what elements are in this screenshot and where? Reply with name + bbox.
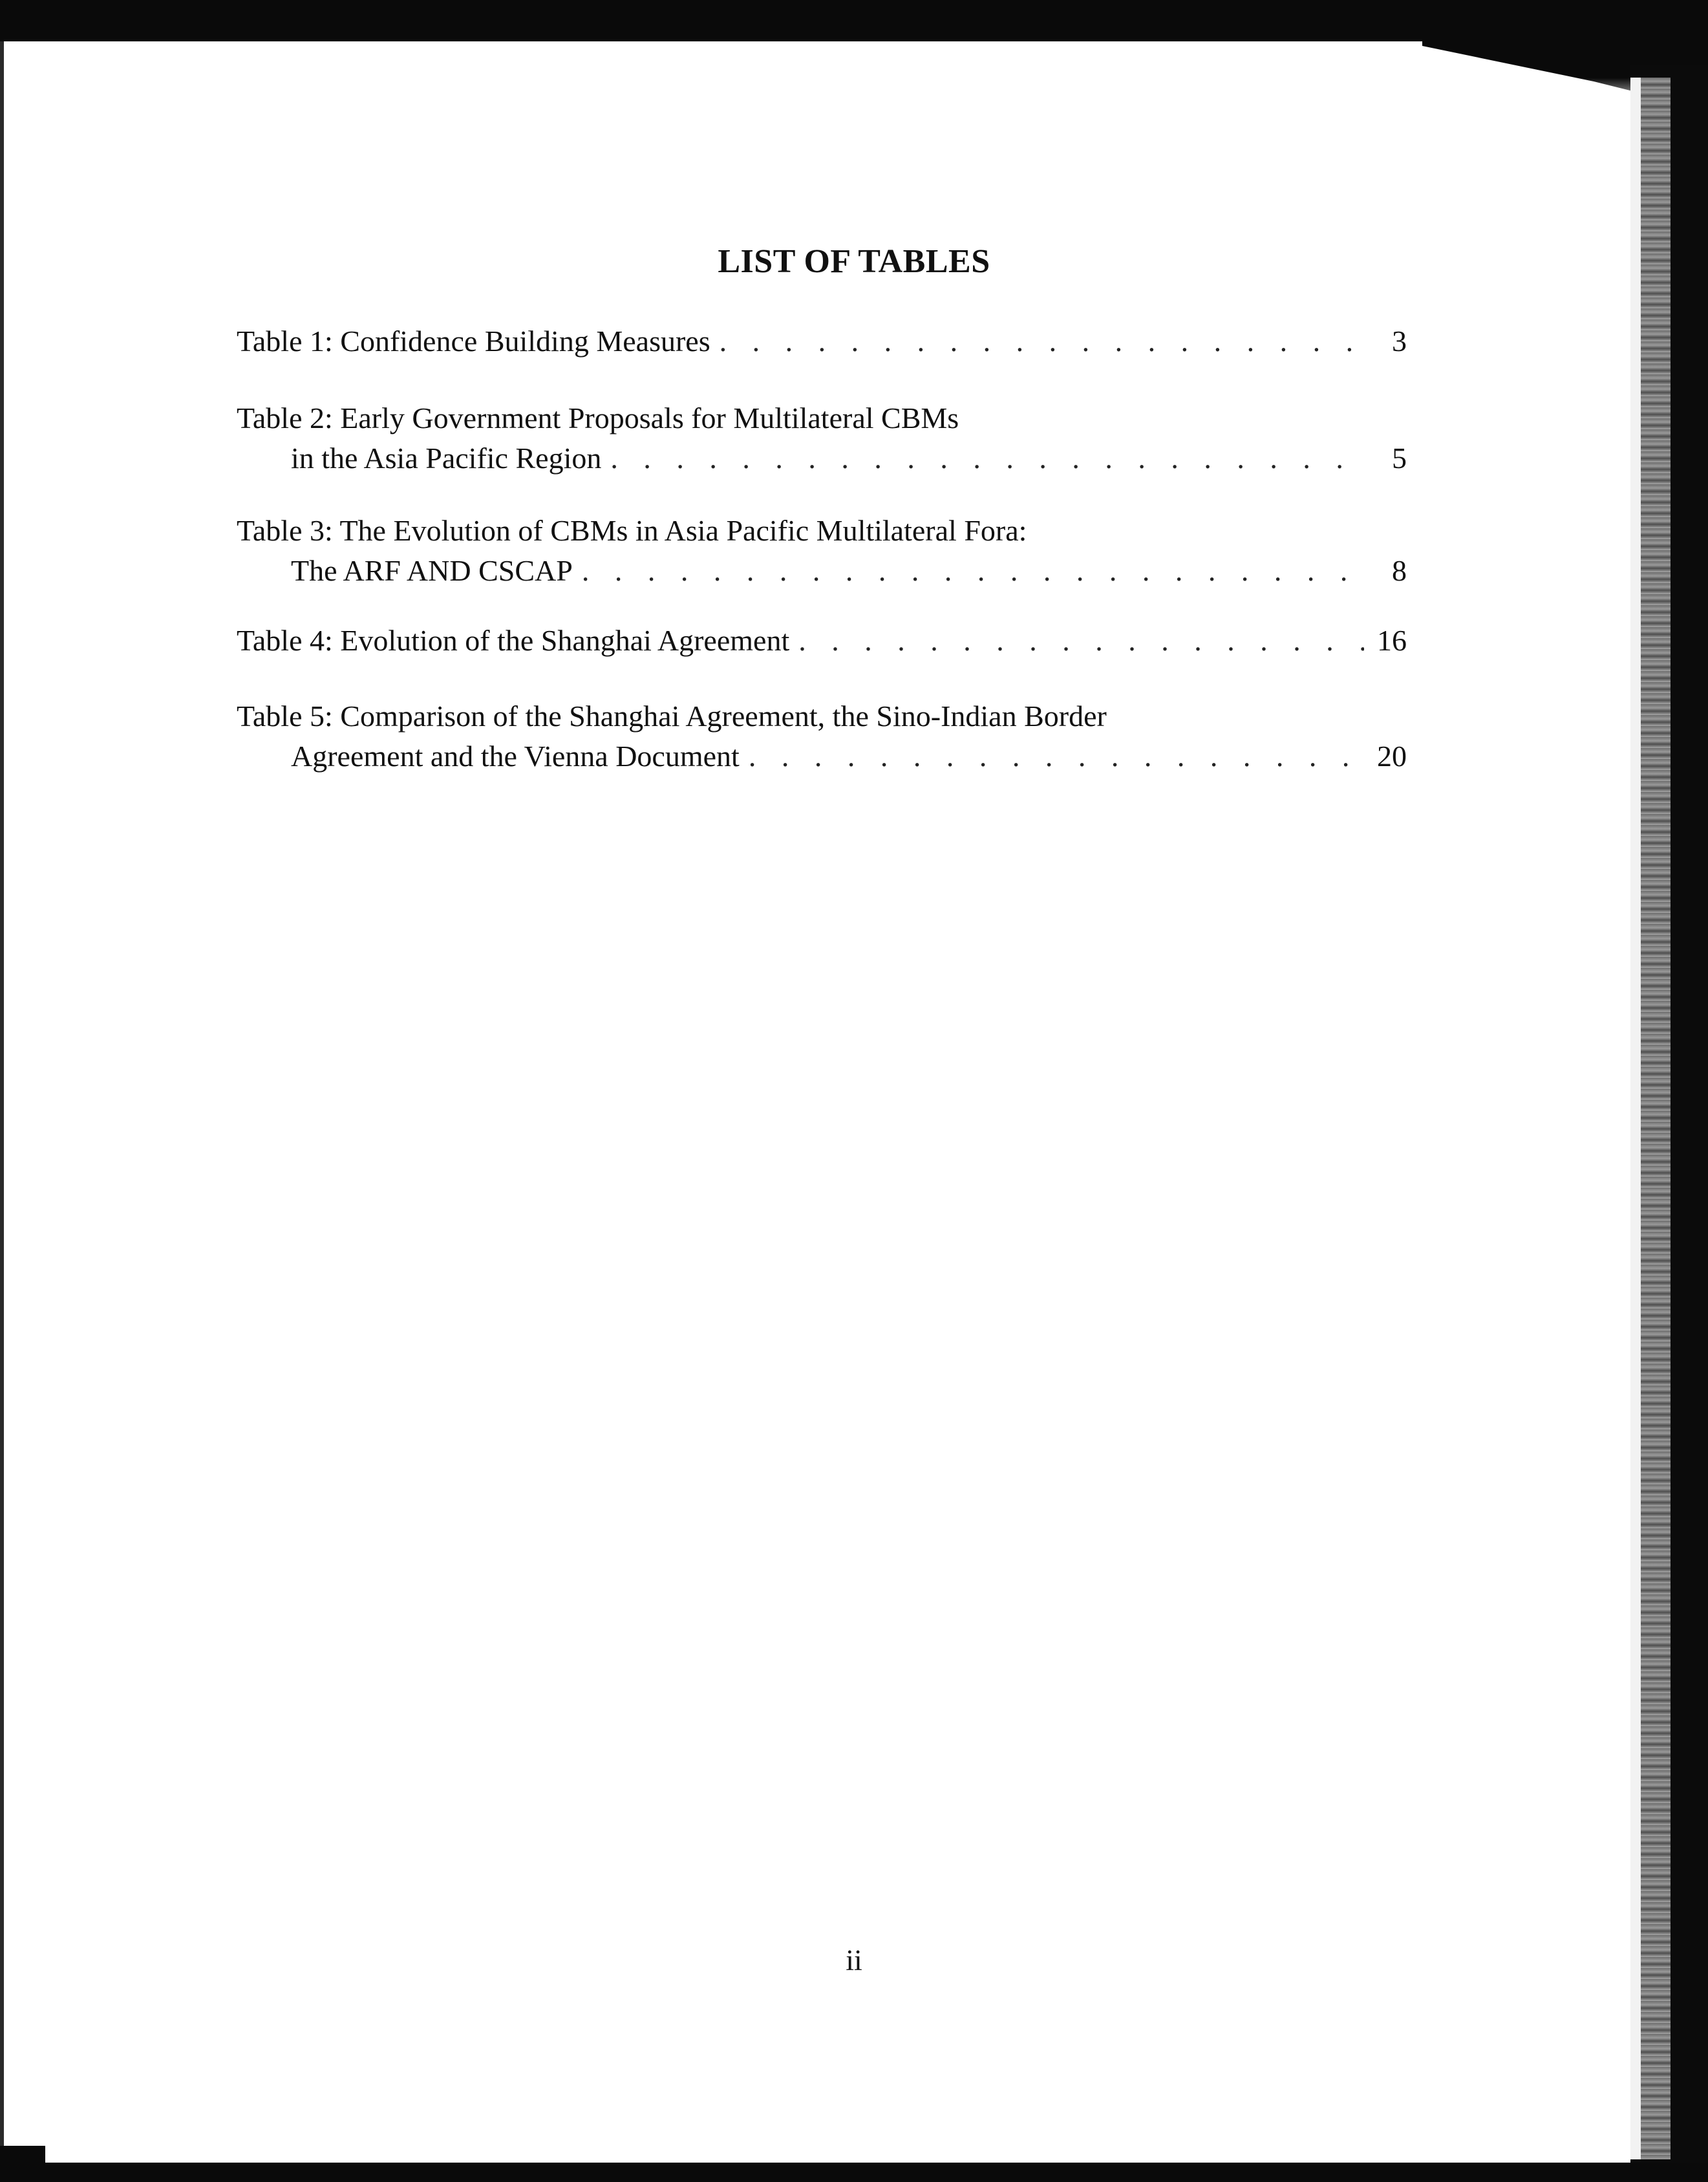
page-title: LIST OF TABLES	[718, 243, 990, 280]
toc-entry-table-4[interactable]	[237, 621, 1407, 661]
toc-entry-title: Table 5: Comparison of the Shanghai Agreement, the Sino-Indian Border	[237, 700, 1107, 733]
dot-leader	[749, 736, 1364, 776]
dot-leader	[610, 438, 1364, 478]
toc-entry-title-continued: The ARF AND CSCAP	[291, 554, 573, 587]
toc-page-number: 8	[1392, 554, 1407, 587]
toc-entry-title: Table 1: Confidence Building Measures	[237, 325, 710, 358]
toc-entry-title: Table 3: The Evolution of CBMs in Asia Pacific Multilateral Fora:	[237, 514, 1027, 547]
toc-entry-title: Table 4: Evolution of the Shanghai Agreement	[237, 624, 790, 657]
page-number-footer: ii	[846, 1943, 862, 1976]
dot-leader	[720, 321, 1364, 361]
dot-leader	[582, 551, 1364, 591]
toc-page-number: 16	[1377, 624, 1407, 657]
toc-entry-table-5[interactable]	[237, 696, 1407, 776]
toc-entry-title-continued: in the Asia Pacific Region	[291, 442, 602, 475]
toc-page-number: 3	[1392, 325, 1407, 358]
toc-entry-table-2[interactable]	[237, 398, 1407, 478]
toc-page-number: 20	[1377, 740, 1407, 773]
toc-entry-title-continued: Agreement and the Vienna Document	[291, 740, 740, 773]
toc-entry-title: Table 2: Early Government Proposals for Multilateral CBMs	[237, 401, 959, 434]
toc-page-number: 5	[1392, 442, 1407, 475]
toc-entry-table-3[interactable]	[237, 511, 1407, 591]
dot-leader	[798, 621, 1364, 661]
toc-entry-table-1[interactable]	[237, 321, 1407, 361]
